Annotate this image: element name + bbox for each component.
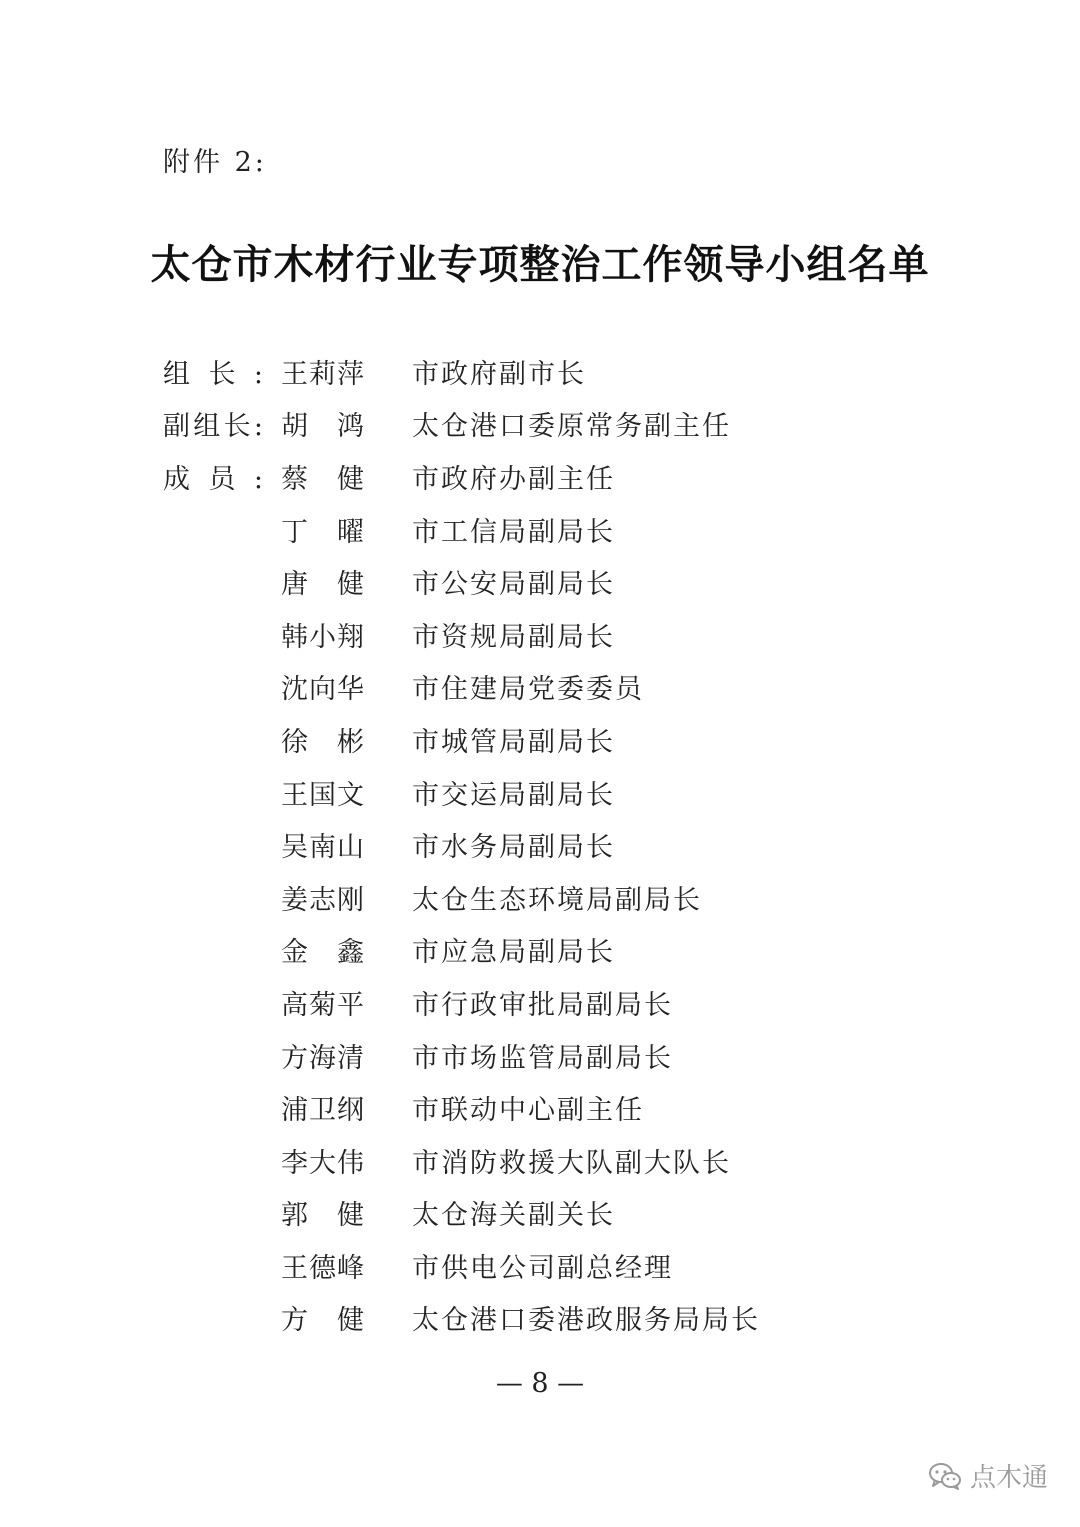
member-position: 太仓生态环境局副局长 <box>412 884 702 916</box>
member-position: 市住建局党委委员 <box>412 674 644 706</box>
member-position: 市市场监管局副局长 <box>412 1042 673 1074</box>
roster-row <box>163 871 760 924</box>
roster-row <box>163 1292 760 1345</box>
roster-row <box>163 1134 760 1187</box>
roster-list <box>163 345 760 1344</box>
member-name: 丁曜 <box>281 516 364 548</box>
roster-row <box>163 503 760 556</box>
member-position: 市交运局副局长 <box>412 779 615 811</box>
member-position: 太仓港口委原常务副主任 <box>412 411 731 443</box>
watermark-text: 点木通 <box>969 1463 1048 1493</box>
roster-row <box>163 608 760 661</box>
member-name: 姜志刚 <box>281 884 364 916</box>
wechat-icon <box>928 1461 962 1491</box>
roster-row <box>163 555 760 608</box>
member-name: 唐健 <box>281 569 364 601</box>
roster-row <box>163 1187 760 1240</box>
role-label: 成员: <box>163 463 263 495</box>
roster-row <box>163 1081 760 1134</box>
watermark <box>928 1457 1048 1494</box>
member-position: 太仓海关副关长 <box>412 1200 615 1232</box>
roster-row <box>163 661 760 714</box>
member-position: 市应急局副局长 <box>412 937 615 969</box>
member-name: 郭健 <box>281 1200 364 1232</box>
member-name: 金鑫 <box>281 937 364 969</box>
member-name: 徐彬 <box>281 726 364 758</box>
roster-row <box>163 924 760 977</box>
member-name: 王莉萍 <box>281 358 364 390</box>
member-position: 太仓港口委港政服务局局长 <box>412 1305 760 1337</box>
member-name: 方海清 <box>281 1042 364 1074</box>
roster-row <box>163 818 760 871</box>
member-name: 方健 <box>281 1305 364 1337</box>
member-name: 胡鸿 <box>281 411 364 443</box>
member-position: 市行政审批局副局长 <box>412 989 673 1021</box>
role-label: 副组长: <box>163 411 263 443</box>
roster-row <box>163 450 760 503</box>
roster-row <box>163 398 760 451</box>
member-name: 王德峰 <box>281 1252 364 1284</box>
page-title: 太仓市木材行业专项整治工作领导小组名单 <box>150 241 930 288</box>
member-position: 市消防救援大队副大队长 <box>412 1147 731 1179</box>
member-position: 市资规局副局长 <box>412 621 615 653</box>
member-name: 李大伟 <box>281 1147 364 1179</box>
member-name: 沈向华 <box>281 674 364 706</box>
member-position: 市供电公司副总经理 <box>412 1252 673 1284</box>
member-name: 王国文 <box>281 779 364 811</box>
member-position: 市水务局副局长 <box>412 832 615 864</box>
attachment-label: 附件 2: <box>163 147 267 178</box>
member-position: 市政府副市长 <box>412 358 586 390</box>
member-position: 市工信局副局长 <box>412 516 615 548</box>
roster-row <box>163 1029 760 1082</box>
member-name: 韩小翔 <box>281 621 364 653</box>
member-name: 高菊平 <box>281 989 364 1021</box>
member-position: 市城管局副局长 <box>412 726 615 758</box>
roster-row <box>163 976 760 1029</box>
member-name: 蔡健 <box>281 463 364 495</box>
member-position: 市公安局副局长 <box>412 569 615 601</box>
roster-row <box>163 1239 760 1292</box>
roster-row <box>163 713 760 766</box>
role-label: 组长: <box>163 358 263 390</box>
member-position: 市政府办副主任 <box>412 463 615 495</box>
roster-row <box>163 766 760 819</box>
member-name: 浦卫纲 <box>281 1095 364 1127</box>
member-name: 吴南山 <box>281 832 364 864</box>
roster-row <box>163 345 760 398</box>
page-number: — 8 — <box>495 1368 585 1399</box>
member-position: 市联动中心副主任 <box>412 1095 644 1127</box>
